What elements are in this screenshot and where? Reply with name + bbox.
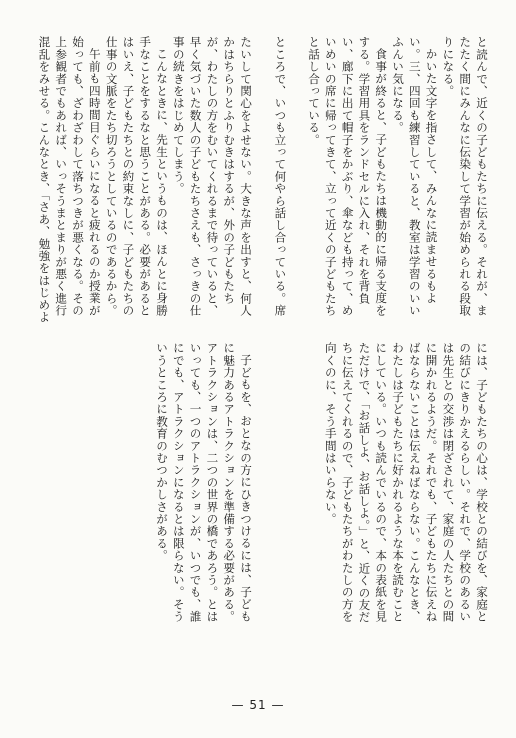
text-column-lower-right — [270, 342, 490, 630]
paragraph: と読んで、近くの子どもたちに伝える。それが、またたく間にみんなに伝染して学習が始められる段取りになる。 — [441, 36, 489, 317]
text-column-lower-left — [34, 342, 254, 630]
paragraph: こんなときに、先生というものは、ほんとに身勝手なことをするなと思うことがある。必要があるとはいえ、子どもたちとの約束なしに、子どもたちの仕事の文脈をたち切ろうとしているのであるから。 — [104, 36, 170, 317]
paragraph: 子どもを、おとなの方にひきつけるには、子どもに魅力あるアトラクションを準備する必要がある。アトラクションは、二つの世界の橋であろう。とはいっても、一つのアトラクションが、いつでも、誰にでも、アトラクションになるとは限らない。そういうところに教育のむつかしさがある。 — [155, 342, 253, 623]
paragraph: ところで、いつも立って何やら話し合っている。席 — [273, 36, 288, 317]
paragraph: たいして関心をよせない。大きな声を出すと、何人かはちらりとふりむきはするが、外の子どもたちが、わたしの方をむいてくれるまで待っていると、早く気づいた数人の子どもたちさえも、さっきの仕事の続きをはじめてしまう。 — [171, 36, 253, 317]
text-column-upper-right — [270, 36, 490, 326]
paragraph: には、子どもたちの心は、学校との結びを、家庭との結びにきりかえるらしい。それで、学校のあるいは先生との交渉は閉ざされて、家庭の人たちとの間に開かれるようだ。それでも、子どもたちに伝えねばならないことは伝えねばならない。こんなとき、わたしは子どもたちに好かれるような本を読むことにしている。いつも読んでいるので、本の表紙を見ただけで、「お話しよ、お話しよ。」と、近くの友だちに伝えてくれるので、子どもたちがわたしの方を向くのに、そう手間はいらない。 — [323, 342, 489, 624]
paragraph: かいた文字を指さして、みんなに読ませるもよい。三、四回も練習していると、教室は学習のいいふんい気になる。 — [391, 36, 439, 317]
paragraph: 午前も四時間目ぐらいになると疲れるのか授業が始っても、ざわざわして落ちつきが悪くなる。その上参観者でもあれば、いっそうまとまりが悪く進行混乱をみせる。こんなとき、「さあ、勉強をはじめよ — [37, 36, 102, 323]
page-number: — 51 — — [231, 698, 285, 712]
text-column-upper-left — [34, 36, 254, 326]
paragraph: 食事が終ると、子どもたちは機動的に帰る支度をする。学習用具をランドセルに入れ、それを背負い、廊下に出て帽子をかぶり、傘なども持って、めいめいの席に帰ってきて、立って近くの子どもたちと話し合っている。 — [307, 36, 389, 317]
